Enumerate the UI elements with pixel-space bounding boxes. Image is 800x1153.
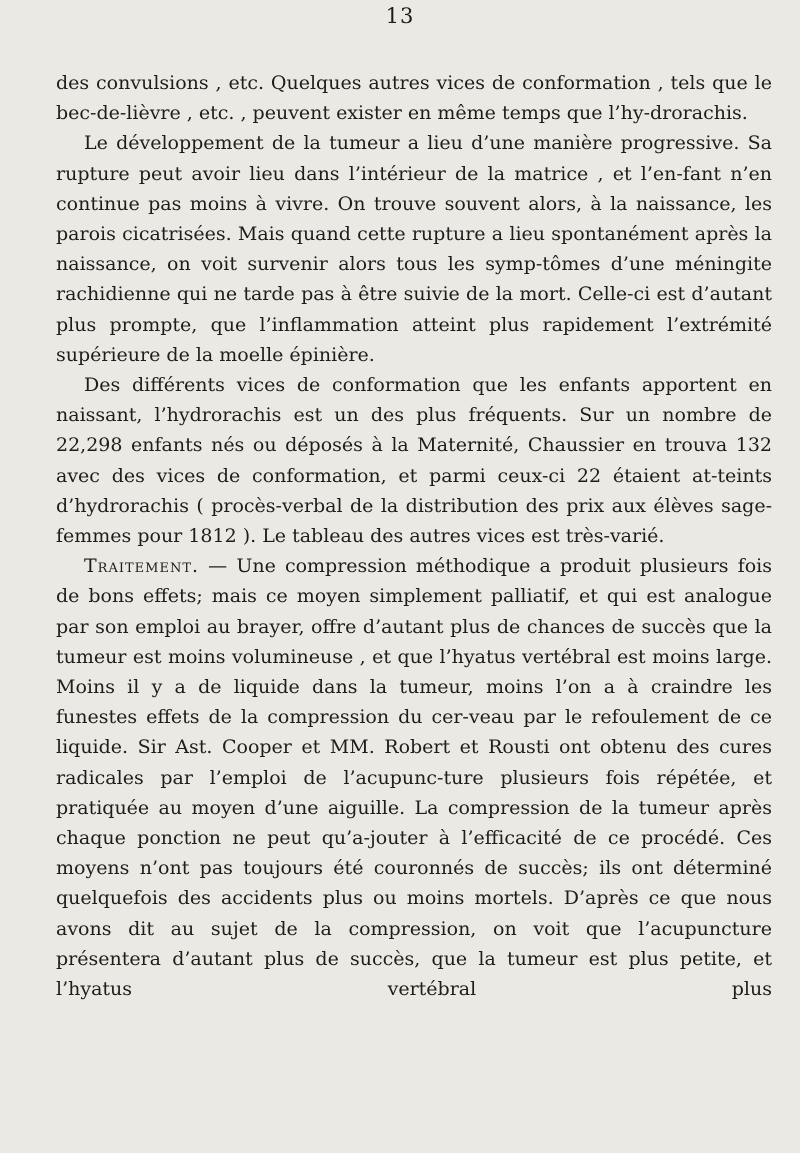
paragraph-2: Le développement de la tumeur a lieu d’une manière progressive. Sa rupture peut avoir lieu dans l’intérieur de la matrice , et l’en-fant n’en continue pas moins à vivre. On trouve souvent alors, à la naissance, les parois cicatrisées. Mais quand cette rupture a lieu spontanément après la naissance, on voit survenir alors tous les symp-tômes d’une méningite rachidienne qui ne tarde pas à être suivie de la mort. Celle-ci est d’autant plus prompte, que l’inflammation atteint plus rapidement l’extrémité supérieure de la moelle épinière.: [56, 132, 772, 366]
paragraph-4: [56, 551, 772, 1004]
paragraph-1: des convulsions , etc. Quelques autres vices de conformation , tels que le bec-de-lièvre , etc. , peuvent exister en même temps que l’hy-drorachis.: [56, 72, 772, 125]
section-heading-traitement: Traitement.: [84, 555, 200, 578]
paragraph-3: Des différents vices de conformation que les enfants apportent en naissant, l’hydrorachis est un des plus fréquents. Sur un nombre de 22,298 enfants nés ou déposés à la Maternité, Chaussier en trouva 132 avec des vices de conformation, et parmi ceux-ci 22 étaient at-teints d’hydrorachis ( procès-verbal de la distribution des prix aux élèves sage-femmes pour 1812 ). Le tableau des autres vices est très-varié.: [56, 374, 772, 548]
body-text: [56, 68, 772, 1004]
paragraph-4-text: — Une compression méthodique a produit plusieurs fois de bons effets; mais ce moyen simplement palliatif, et qui est analogue par son emploi au brayer, offre d’autant plus de chances de succès que la tumeur est moins volumineuse , et que l’hyatus vertébral est moins large. Moins il y a de liquide dans la tumeur, moins l’on a à craindre les funestes effets de la compression du cer-veau par le refoulement de ce liquide. Sir Ast. Cooper et MM. Robert et Rousti ont obtenu des cures radicales par l’emploi de l’acupunc-ture plusieurs fois répétée, et pratiquée au moyen d’une aiguille. La compression de la tumeur après chaque ponction ne peut qu’a-jouter à l’efficacité de ce procédé. Ces moyens n’ont pas toujours été couronnés de succès; ils ont déterminé quelquefois des accidents plus ou moins mortels. D’après ce que nous avons dit au sujet de la compression, on voit que l’acupuncture présentera d’autant plus de succès, que la tumeur est plus petite, et l’hyatus vertébral plus: [56, 555, 772, 1001]
page-number: 13: [385, 4, 415, 28]
